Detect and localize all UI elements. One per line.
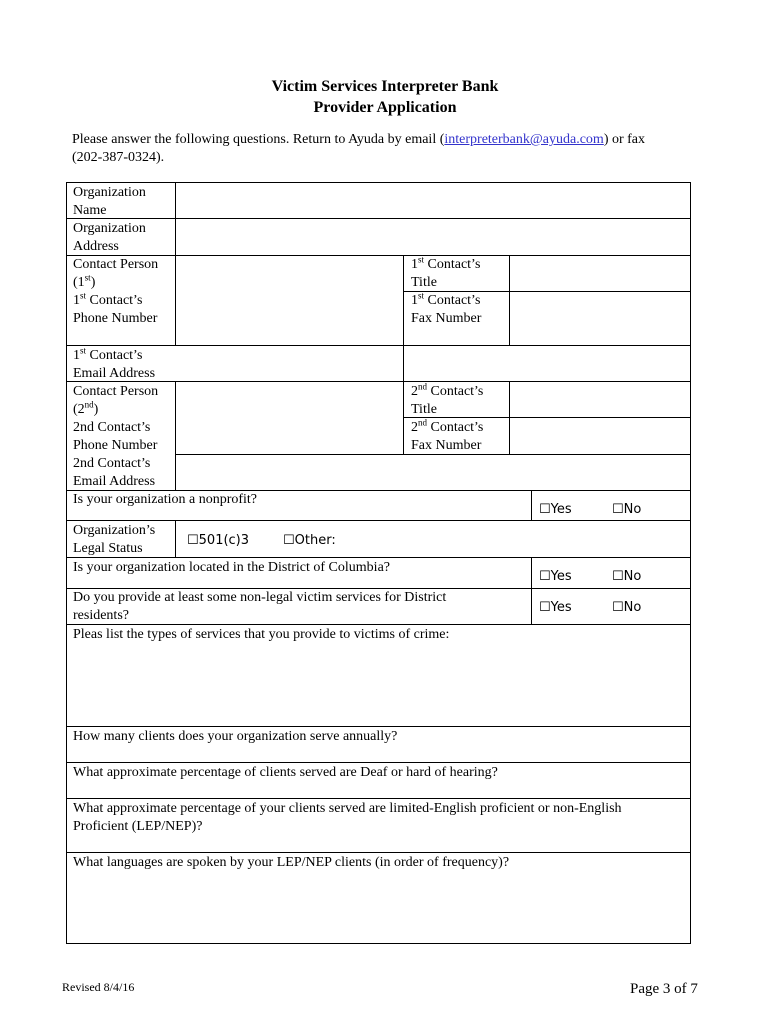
form-subtitle: Provider Application — [313, 99, 457, 116]
intro-text-end: ) or fax — [603, 132, 646, 147]
org-name-input[interactable] — [176, 183, 690, 218]
services-list-question: Pleas list the types of services that you provide to victims of crime: — [73, 627, 450, 642]
legal-other-checkbox[interactable]: ☐Other: — [283, 533, 336, 548]
contact1-fax-label: 1st Contact’s Fax Number — [411, 290, 482, 326]
page-number: Page 3 of 7 — [630, 981, 698, 997]
contact1-phone-label: 1st Contact’s Phone Number — [73, 290, 158, 326]
languages-input[interactable] — [67, 873, 690, 943]
dc-no-checkbox[interactable]: ☐No — [612, 569, 642, 584]
contact1-name-input[interactable] — [176, 256, 403, 291]
contact1-fax-input[interactable] — [510, 292, 690, 345]
nonprofit-question: Is your organization a nonprofit? — [73, 492, 258, 507]
contact2-fax-input[interactable] — [510, 418, 690, 454]
fax-number: (202-387-0324). — [72, 150, 165, 165]
intro-text-start: Please answer the following questions. Return to Ayuda by email ( — [72, 132, 445, 147]
deaf-percentage-question: What approximate percentage of clients served are Deaf or hard of hearing? — [73, 765, 498, 780]
dc-yes-checkbox[interactable]: ☐Yes — [539, 569, 572, 584]
legal-status-label: Organization’s Legal Status — [73, 523, 156, 556]
contact2-phone-label: 2nd Contact’s Phone Number — [73, 420, 158, 453]
contact2-phone-input[interactable] — [176, 418, 403, 454]
contact2-title-label: 2nd Contact’s Title — [411, 381, 484, 417]
non-legal-services-question: Do you provide at least some non-legal victim services for District residents? — [73, 590, 447, 623]
email-link[interactable]: interpreterbank@ayuda.com — [444, 132, 604, 147]
languages-question: What languages are spoken by your LEP/NEP clients (in order of frequency)? — [73, 855, 510, 870]
dc-location-question: Is your organization located in the District of Columbia? — [73, 560, 390, 575]
lep-percentage-question: What approximate percentage of your clients served are limited-English proficient or non-English Proficient (LEP/NEP)? — [73, 801, 622, 834]
contact1-email-input[interactable] — [404, 346, 690, 381]
org-address-input[interactable] — [176, 219, 690, 255]
application-form — [66, 182, 691, 944]
intro-text — [72, 131, 712, 167]
revision-date: Revised 8/4/16 — [62, 980, 135, 994]
nonprofit-no-checkbox[interactable]: ☐No — [612, 502, 642, 517]
contact2-name-input[interactable] — [176, 382, 403, 417]
contact2-name-label: Contact Person (2nd) — [73, 384, 159, 417]
legal-501c3-checkbox[interactable]: ☐501(c)3 — [187, 533, 250, 548]
org-address-label: Organization Address — [73, 221, 146, 254]
non-legal-yes-checkbox[interactable]: ☐Yes — [539, 600, 572, 615]
nonprofit-yes-checkbox[interactable]: ☐Yes — [539, 502, 572, 517]
contact1-email-label: 1st Contact’s Email Address — [73, 345, 156, 381]
contact1-title-input[interactable] — [510, 256, 690, 291]
org-name-label: Organization Name — [73, 185, 146, 218]
contact2-email-label: 2nd Contact’s Email Address — [73, 456, 156, 489]
contact1-title-label: 1st Contact’s Title — [411, 254, 481, 290]
clients-annually-question: How many clients does your organization serve annually? — [73, 729, 398, 744]
contact2-email-input[interactable] — [176, 455, 690, 490]
contact2-fax-label: 2nd Contact’s Fax Number — [411, 417, 484, 453]
contact1-phone-input[interactable] — [176, 292, 403, 345]
contact1-name-label: Contact Person (1st) — [73, 257, 159, 290]
services-list-input[interactable] — [67, 645, 690, 726]
form-title: Victim Services Interpreter Bank — [271, 78, 499, 95]
contact2-title-input[interactable] — [510, 382, 690, 417]
non-legal-no-checkbox[interactable]: ☐No — [612, 600, 642, 615]
